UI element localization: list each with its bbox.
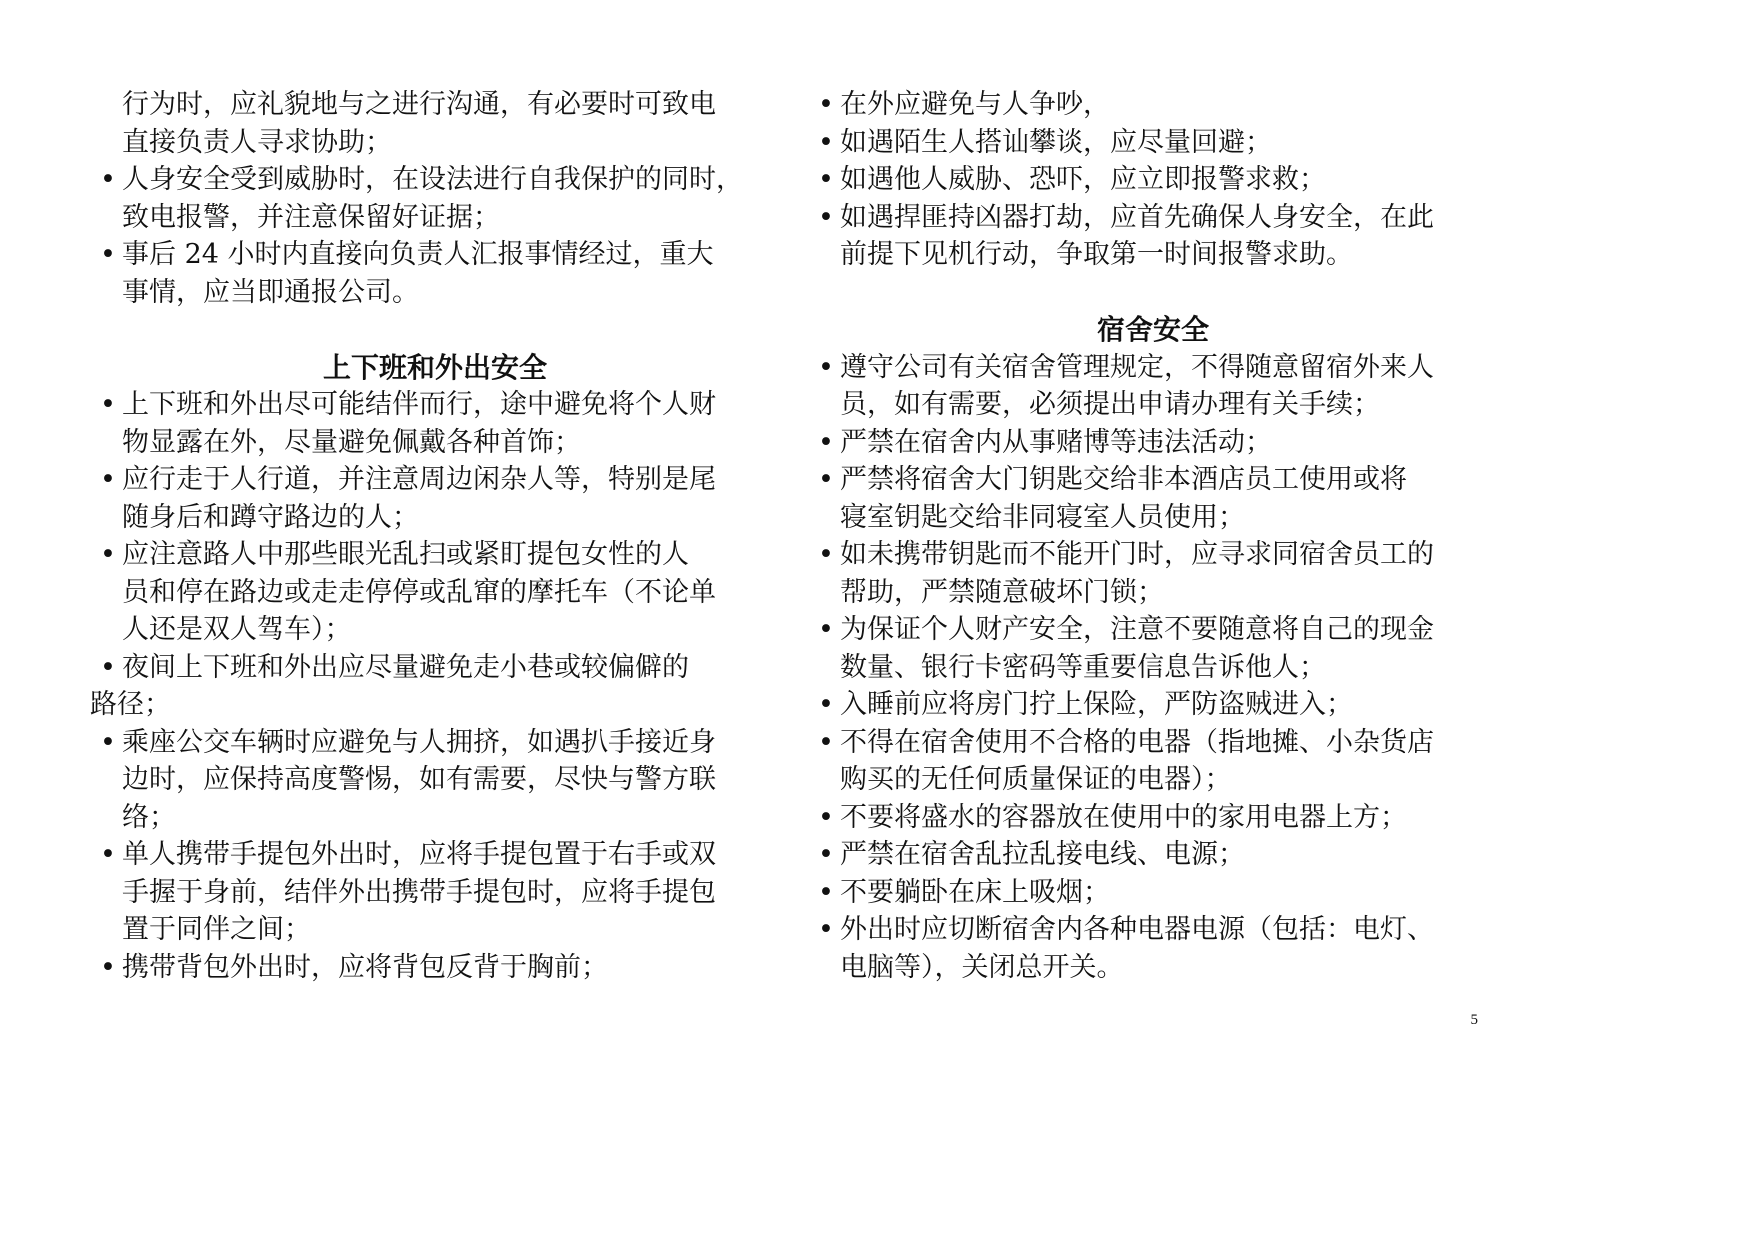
line-text: 遵守公司有关宿舍管理规定，不得随意留宿外来人	[840, 351, 1434, 383]
line-text: 置于同伴之间；	[122, 914, 311, 945]
section-spacer	[90, 311, 780, 349]
text-line	[90, 274, 780, 312]
bullet-icon: •	[100, 839, 116, 870]
bullet-icon: •	[100, 389, 116, 420]
bullet-item-line	[808, 86, 1498, 124]
bullet-item-line	[808, 199, 1498, 237]
line-text: 络；	[122, 801, 176, 833]
line-text: 员，如有需要，必须提出申请办理有关手续；	[840, 389, 1380, 420]
bullet-icon: •	[818, 89, 834, 120]
line-text: 直接负责人寻求协助；	[122, 126, 392, 158]
line-text: 行为时，应礼貌地与之进行沟通，有必要时可致电	[122, 89, 716, 120]
line-text: 电脑等），关闭总开关。	[840, 951, 1124, 983]
line-text: 不得在宿舍使用不合格的电器（指地摊、小杂货店	[840, 726, 1434, 758]
bullet-item-line	[90, 536, 780, 574]
line-text: 致电报警，并注意保留好证据；	[122, 201, 500, 233]
bullet-item-line	[808, 836, 1498, 874]
right-column	[808, 86, 1498, 986]
bullet-icon: •	[818, 689, 834, 720]
bullet-item-line	[90, 649, 780, 687]
text-line	[808, 499, 1498, 537]
bullet-item-line	[808, 724, 1498, 762]
text-line	[90, 686, 780, 724]
text-line	[90, 499, 780, 537]
left-column	[90, 86, 780, 986]
line-text: 人还是双人驾车）；	[122, 614, 352, 645]
bullet-item-line	[90, 386, 780, 424]
line-text: 寝室钥匙交给非同寝室人员使用；	[840, 501, 1245, 533]
text-line	[90, 799, 780, 837]
line-text: 严禁在宿舍内从事赌博等违法活动；	[840, 426, 1272, 458]
bullet-item-line	[808, 611, 1498, 649]
bullet-icon: •	[818, 351, 834, 383]
text-line	[808, 761, 1498, 799]
line-text: 边时，应保持高度警惕，如有需要，尽快与警方联	[122, 764, 716, 795]
text-line	[90, 911, 780, 949]
line-text: 事后 24 小时内直接向负责人汇报事情经过，重大	[122, 239, 714, 270]
text-line	[90, 574, 780, 612]
bullet-item-line	[90, 161, 780, 199]
line-text: 外出时应切断宿舍内各种电器电源（包括：电灯、	[840, 914, 1434, 945]
bullet-icon: •	[818, 801, 834, 833]
line-text: 严禁将宿舍大门钥匙交给非本酒店员工使用或将	[840, 464, 1407, 495]
line-text: 事情，应当即通报公司。	[122, 276, 419, 308]
bullet-icon: •	[100, 464, 116, 495]
line-text: 帮助，严禁随意破坏门锁；	[840, 576, 1164, 608]
bullet-icon: •	[818, 464, 834, 495]
bullet-icon: •	[818, 164, 834, 195]
bullet-icon: •	[818, 126, 834, 158]
bullet-item-line	[808, 461, 1498, 499]
line-text: 上下班和外出尽可能结伴而行，途中避免将个人财	[122, 389, 716, 420]
line-text: 应行走于人行道，并注意周边闲杂人等，特别是尾	[122, 464, 716, 495]
line-text: 路径；	[90, 689, 171, 720]
bullet-item-line	[90, 836, 780, 874]
text-line	[90, 86, 780, 124]
bullet-item-line	[90, 236, 780, 274]
bullet-icon: •	[818, 201, 834, 233]
bullet-icon: •	[818, 426, 834, 458]
bullet-item-line	[808, 124, 1498, 162]
bullet-icon: •	[818, 876, 834, 908]
line-text: 数量、银行卡密码等重要信息告诉他人；	[840, 651, 1326, 683]
line-text: 不要躺卧在床上吸烟；	[840, 876, 1110, 908]
bullet-item-line	[808, 349, 1498, 387]
line-text: 如遇陌生人搭讪攀谈，应尽量回避；	[840, 126, 1272, 158]
bullet-icon: •	[818, 726, 834, 758]
line-text: 物显露在外，尽量避免佩戴各种首饰；	[122, 426, 581, 458]
line-text: 应注意路人中那些眼光乱扫或紧盯提包女性的人	[122, 539, 689, 570]
line-text: 单人携带手提包外出时，应将手提包置于右手或双	[122, 839, 716, 870]
line-text: 如未携带钥匙而不能开门时，应寻求同宿舍员工的	[840, 539, 1434, 570]
bullet-item-line	[808, 686, 1498, 724]
bullet-icon: •	[100, 539, 116, 570]
bullet-item-line	[808, 874, 1498, 912]
bullet-item-line	[808, 424, 1498, 462]
bullet-item-line	[90, 949, 780, 987]
text-line	[90, 874, 780, 912]
bullet-icon: •	[100, 951, 116, 983]
line-text: 如遇他人威胁、恐吓，应立即报警求救；	[840, 164, 1326, 195]
bullet-item-line	[808, 799, 1498, 837]
bullet-icon: •	[100, 651, 116, 683]
page-number: 5	[1470, 1012, 1478, 1028]
line-text: 随身后和蹲守路边的人；	[122, 501, 419, 533]
bullet-icon: •	[818, 914, 834, 945]
bullet-icon: •	[818, 839, 834, 870]
bullet-item-line	[808, 536, 1498, 574]
text-line	[90, 611, 780, 649]
section-heading: 上下班和外出安全	[322, 350, 547, 384]
bullet-item-line	[90, 724, 780, 762]
bullet-item-line	[808, 911, 1498, 949]
text-line	[90, 124, 780, 162]
line-text: 入睡前应将房门拧上保险，严防盗贼进入；	[840, 689, 1353, 720]
text-line	[808, 949, 1498, 987]
line-text: 不要将盛水的容器放在使用中的家用电器上方；	[840, 801, 1407, 833]
text-line	[90, 199, 780, 237]
text-line	[90, 761, 780, 799]
bullet-icon: •	[100, 164, 116, 195]
text-line	[808, 236, 1498, 274]
bullet-icon: •	[100, 239, 116, 270]
line-text: 严禁在宿舍乱拉乱接电线、电源；	[840, 839, 1245, 870]
line-text: 前提下见机行动，争取第一时间报警求助。	[840, 239, 1353, 270]
bullet-item-line	[808, 161, 1498, 199]
line-text: 如遇捍匪持凶器打劫，应首先确保人身安全，在此	[840, 201, 1434, 233]
line-text: 为保证个人财产安全，注意不要随意将自己的现金	[840, 614, 1434, 645]
bullet-icon: •	[818, 539, 834, 570]
text-line	[90, 424, 780, 462]
section-spacer	[808, 274, 1498, 312]
line-text: 在外应避免与人争吵，	[840, 89, 1110, 120]
bullet-icon: •	[818, 614, 834, 645]
line-text: 员和停在路边或走走停停或乱窜的摩托车（不论单	[122, 576, 716, 608]
line-text: 手握于身前，结伴外出携带手提包时，应将手提包	[122, 876, 716, 908]
bullet-item-line	[90, 461, 780, 499]
text-line	[808, 574, 1498, 612]
line-text: 人身安全受到威胁时，在设法进行自我保护的同时，	[122, 164, 743, 195]
bullet-icon: •	[100, 726, 116, 758]
line-text: 携带背包外出时，应将背包反背于胸前；	[122, 951, 608, 983]
line-text: 购买的无任何质量保证的电器）；	[840, 764, 1232, 795]
text-line	[808, 386, 1498, 424]
text-line	[808, 649, 1498, 687]
line-text: 夜间上下班和外出应尽量避免走小巷或较偏僻的	[122, 651, 689, 683]
line-text: 乘座公交车辆时应避免与人拥挤，如遇扒手接近身	[122, 726, 716, 758]
section-heading: 宿舍安全	[1096, 313, 1209, 346]
